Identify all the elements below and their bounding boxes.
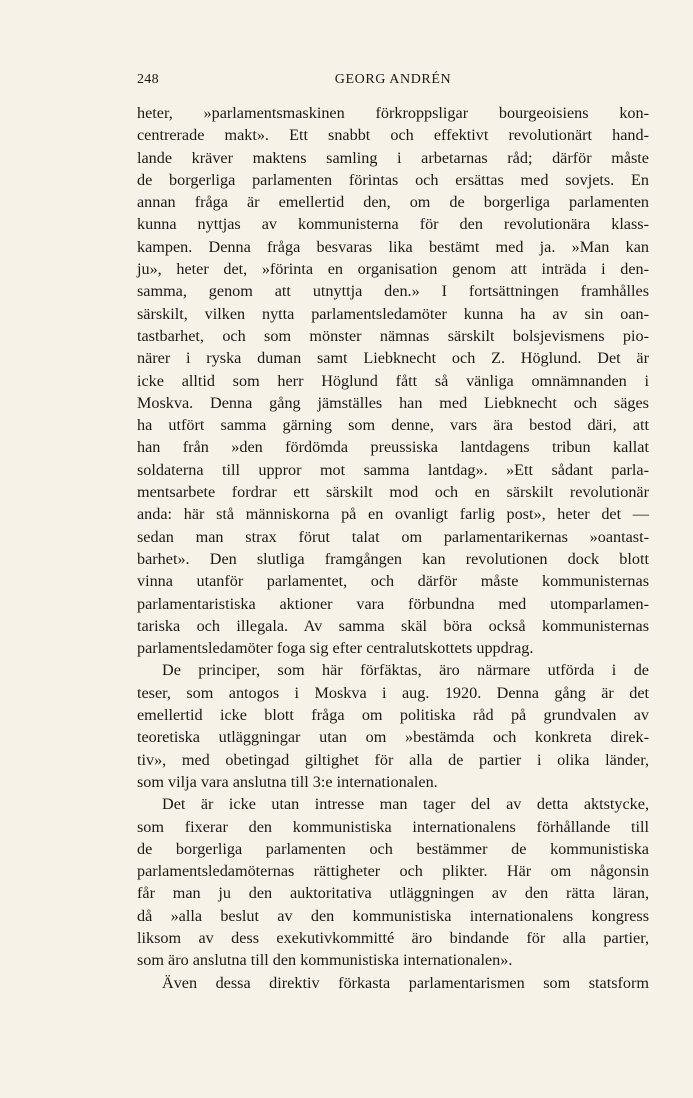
text-line: samma, genom att utnyttja den.» I fortsättningen framhålles	[137, 282, 649, 301]
text-line: Även dessa direktiv förkasta parlamentarismen som statsform	[162, 973, 649, 992]
text-line: närer i ryska duman samt Liebknecht och Z. Höglund. Det är	[137, 349, 649, 368]
text-line: som vilja vara anslutna till 3:e internationalen.	[137, 772, 438, 791]
text-line: centrerade makt». Ett snabbt och effektivt revolutionärt hand-	[137, 126, 649, 145]
running-head	[137, 72, 649, 90]
text-line: tiv», med obetingad giltighet för alla de partier i olika länder,	[137, 750, 649, 769]
text-line: heter, »parlamentsmaskinen förkroppsligar bourgeoisiens kon-	[137, 104, 649, 122]
text-line: han från »den fördömda preussiska lantdagens tribun kallat	[137, 438, 649, 457]
text-line: teoretiska utläggningar utan om »bestämda och konkreta direk-	[137, 728, 649, 747]
text-line: som fixerar den kommunistiska internationalens förhållande till	[137, 817, 649, 836]
text-line: emellertid icke blott fråga om politiska råd på grundvalen av	[137, 706, 649, 725]
text-line: tariska och illegala. Av samma skäl böra också kommunisternas	[137, 616, 649, 635]
text-line: ha utfört samma gärning som denne, vars ära bestod däri, att	[137, 416, 649, 435]
text-line: då »alla beslut av den kommunistiska internationalens kongress	[137, 906, 649, 925]
text-line: parlamentsledamöter foga sig efter centralutskottets uppdrag.	[137, 639, 534, 658]
text-line: liksom av dess exekutivkommitté äro bindande för alla partier,	[137, 928, 649, 947]
text-line: parlamentsledamöternas rättigheter och plikter. Här om någonsin	[137, 862, 649, 881]
text-line: tastbarhet, och som mönster nämnas särskilt bolsjevismens pio-	[137, 326, 649, 345]
text-line: ju», heter det, »förinta en organisation genom att inträda i den-	[137, 260, 649, 279]
text-line: soldaterna till uppror mot samma lantdag». »Ett sådant parla-	[137, 460, 649, 479]
text-line: de borgerliga parlamenten förintas och ersättas med sovjets. En	[137, 170, 649, 189]
text-line: mentsarbete fordrar ett särskilt mod och en särskilt revolutionär	[137, 483, 649, 502]
text-line: annan fråga är emellertid den, om de borgerliga parlamenten	[137, 193, 649, 212]
text-line: Det är icke utan intresse man tager del av detta aktstycke,	[162, 795, 649, 814]
text-line: icke alltid som herr Höglund fått så vänliga omnämnanden i	[137, 371, 649, 390]
body-text	[137, 102, 649, 994]
text-line: De principer, som här förfäktas, äro närmare utförda i de	[162, 661, 649, 680]
text-line: får man ju den auktoritativa utläggningen av den rätta läran,	[137, 884, 649, 903]
text-line: teser, som antogos i Moskva i aug. 1920. Denna gång är det	[137, 683, 649, 702]
text-line: Moskva. Denna gång jämställes han med Liebknecht och säges	[137, 393, 649, 412]
text-line: vinna utanför parlamentet, och därför måste kommunisternas	[137, 572, 649, 591]
text-line: sedan man strax förut talat om parlamentarikernas »oantast-	[137, 527, 649, 546]
page-number: 248	[137, 72, 159, 87]
text-line: de borgerliga parlamenten och bestämmer de kommunistiska	[137, 839, 649, 858]
text-line: som äro anslutna till den kommunistiska internationalen».	[137, 951, 513, 970]
text-line: kunna nyttjas av kommunisterna för den revolutionära klass-	[137, 215, 649, 234]
text-line: lande kräver maktens samling i arbetarnas råd; därför måste	[137, 148, 649, 167]
text-line: anda: här stå människorna på en ovanligt farlig post», heter det —	[137, 505, 649, 524]
text-line: barhet». Den slutliga framgången kan revolutionen dock blott	[137, 549, 649, 568]
running-title: GEORG ANDRÉN	[334, 72, 452, 87]
text-line: kampen. Denna fråga besvaras lika bestämt med ja. »Man kan	[137, 237, 649, 256]
text-line: särskilt, vilken nytta parlamentsledamöter kunna ha av sin oan-	[137, 304, 649, 323]
text-line: parlamentaristiska aktioner vara förbundna med utomparlamen-	[137, 594, 649, 613]
